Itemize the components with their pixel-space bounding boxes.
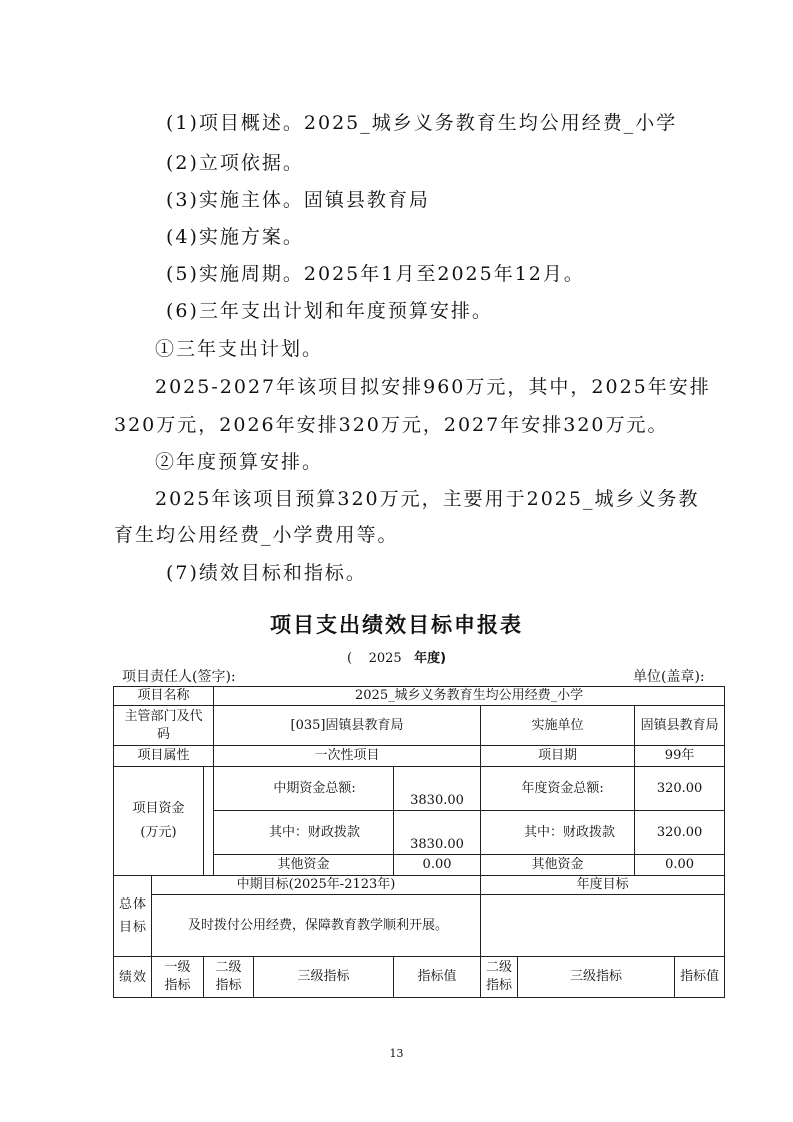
year-value: 2025 bbox=[368, 651, 402, 666]
year-other-value: 0.00 bbox=[635, 855, 725, 876]
para-basis: (2)立项依据。 bbox=[166, 152, 304, 174]
funds-spacer-cell bbox=[204, 767, 214, 876]
level2-header-right bbox=[481, 957, 518, 998]
performance-label bbox=[114, 957, 152, 998]
attr-label: 项目属性 bbox=[114, 746, 214, 767]
para-project-overview: (1)项目概述。2025_城乡义务教育生均公用经费_小学 bbox=[166, 112, 678, 134]
index-value-header-right: 指标值 bbox=[675, 957, 725, 998]
para-three-year-detail-1: 2025-2027年该项目拟安排960万元，其中，2025年安排 bbox=[155, 376, 711, 398]
year-total-label: 年度资金总额: bbox=[481, 767, 635, 811]
para-annual-heading: ②年度预算安排。 bbox=[155, 451, 324, 473]
table-row bbox=[114, 746, 725, 767]
para-annual-detail-2: 育生均公用经费_小学费用等。 bbox=[114, 524, 399, 546]
form-year-line bbox=[0, 647, 793, 666]
mid-goal-text: 及时拨付公用经费，保障教育教学顺利开展。 bbox=[152, 895, 481, 957]
year-total-value: 320.00 bbox=[635, 767, 725, 811]
period-label: 项目期 bbox=[481, 746, 635, 767]
form-title: 项目支出绩效目标申报表 bbox=[270, 613, 523, 637]
year-goal-header: 年度目标 bbox=[481, 876, 725, 895]
table-row bbox=[114, 687, 725, 706]
dept-label bbox=[114, 706, 214, 746]
year-fiscal-label: 其中：财政拨款 bbox=[481, 811, 635, 855]
para-three-year-heading: (6)三年支出计划和年度预算安排。 bbox=[166, 300, 493, 322]
funds-label-line2: (万元) bbox=[140, 825, 177, 840]
responsible-label: 项目责任人(签字): bbox=[122, 669, 236, 685]
impl-unit-value: 固镇县教育局 bbox=[635, 706, 725, 746]
funds-label-line1: 项目资金 bbox=[132, 801, 185, 816]
table-row bbox=[114, 706, 725, 746]
level3-header: 三级指标 bbox=[254, 957, 394, 998]
impl-unit-label: 实施单位 bbox=[481, 706, 635, 746]
funds-label bbox=[114, 767, 204, 876]
level1-header-line2: 指标 bbox=[164, 978, 191, 993]
page-number: 13 bbox=[389, 1047, 404, 1060]
mid-total-label: 中期资金总额: bbox=[214, 767, 394, 811]
mid-other-value: 0.00 bbox=[394, 855, 481, 876]
mid-total-value: 3830.00 bbox=[394, 767, 481, 811]
overall-goal-char: 体 bbox=[132, 897, 146, 912]
para-annual-detail-1: 2025年该项目预算320万元，主要用于2025_城乡义务教 bbox=[155, 488, 700, 510]
project-name-label: 项目名称 bbox=[114, 687, 214, 706]
period-value: 99年 bbox=[635, 746, 725, 767]
dept-value: [035]固镇县教育局 bbox=[214, 706, 481, 746]
level2-header-right-line2: 指标 bbox=[486, 978, 513, 993]
overall-goal-char: 标 bbox=[132, 920, 146, 935]
index-value-header: 指标值 bbox=[394, 957, 481, 998]
mid-goal-header: 中期目标(2025年-2123年) bbox=[152, 876, 481, 895]
attr-value: 一次性项目 bbox=[214, 746, 481, 767]
table-row bbox=[114, 957, 725, 998]
overall-goal-char: 总 bbox=[118, 897, 132, 912]
unit-label: 单位(盖章): bbox=[633, 669, 705, 685]
table-row bbox=[114, 767, 725, 811]
level1-header-line1: 一级 bbox=[164, 960, 191, 975]
performance-char: 绩 bbox=[118, 969, 132, 985]
year-fiscal-value: 320.00 bbox=[635, 811, 725, 855]
level2-header-right-line1: 二级 bbox=[486, 960, 513, 975]
level2-header bbox=[204, 957, 254, 998]
project-name-value: 2025_城乡义务教育生均公用经费_小学 bbox=[214, 687, 725, 706]
dept-label-line1: 主管部门及代 bbox=[124, 708, 203, 724]
overall-goal-label bbox=[114, 876, 152, 957]
performance-char: 效 bbox=[132, 969, 146, 985]
mid-fiscal-label: 其中：财政拨款 bbox=[214, 811, 394, 855]
overall-goal-char: 目 bbox=[118, 920, 132, 935]
year-goal-text bbox=[481, 895, 725, 957]
para-period: (5)实施周期。2025年1月至2025年12月。 bbox=[166, 263, 585, 285]
performance-goal-table bbox=[113, 686, 725, 998]
mid-other-label: 其他资金 bbox=[214, 855, 394, 876]
para-performance-goals: (7)绩效目标和指标。 bbox=[166, 562, 367, 584]
para-plan: (4)实施方案。 bbox=[166, 226, 304, 248]
para-three-year-plan: ①三年支出计划。 bbox=[155, 338, 324, 360]
level2-header-line1: 二级 bbox=[215, 960, 242, 975]
dept-label-line2: 码 bbox=[157, 726, 171, 742]
para-implementer: (3)实施主体。固镇县教育局 bbox=[166, 189, 430, 211]
level2-header-line2: 指标 bbox=[215, 978, 242, 993]
year-open-paren: ( bbox=[346, 651, 353, 666]
table-row bbox=[114, 895, 725, 957]
mid-fiscal-value: 3830.00 bbox=[394, 811, 481, 855]
level1-header bbox=[152, 957, 204, 998]
level3-header-right: 三级指标 bbox=[518, 957, 675, 998]
year-other-label: 其他资金 bbox=[481, 855, 635, 876]
year-label: 年度) bbox=[414, 651, 447, 666]
table-row bbox=[114, 876, 725, 895]
para-three-year-detail-2: 320万元，2026年安排320万元，2027年安排320万元。 bbox=[114, 414, 669, 436]
